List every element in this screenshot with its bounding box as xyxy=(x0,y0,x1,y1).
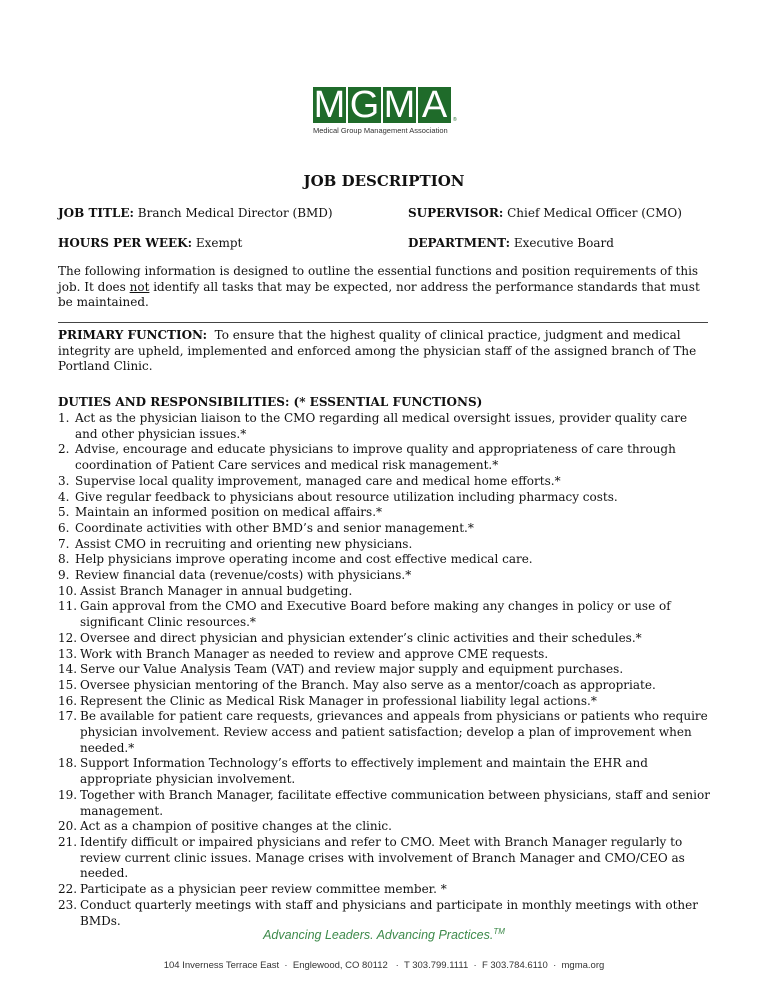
duty-text: Review financial data (revenue/costs) with physicians.* xyxy=(75,568,412,583)
tagline-text: Advancing Leaders. Advancing Practices. xyxy=(263,928,494,943)
duty-text: Gain approval from the CMO and Executive Board before making any changes in policy or use of significant Clinic resources.* xyxy=(80,599,671,630)
duty-item xyxy=(58,505,710,521)
duty-number: 10. xyxy=(58,583,78,598)
duty-number: 3. xyxy=(58,473,70,488)
duty-number: 8. xyxy=(58,552,70,567)
duty-text: Supervise local quality improvement, managed care and medical home efforts.* xyxy=(75,473,561,488)
logo-subtitle: Medical Group Management Association xyxy=(313,126,448,135)
field-value: Branch Medical Director (BMD) xyxy=(137,206,333,220)
duty-item xyxy=(58,521,710,537)
duty-item xyxy=(58,474,710,490)
field-value: Exempt xyxy=(195,236,243,250)
duty-item xyxy=(58,898,710,929)
primary-label: PRIMARY FUNCTION: xyxy=(58,328,208,342)
duty-text: Oversee physician mentoring of the Branch. May also serve as a mentor/coach as appropriate. xyxy=(80,677,656,692)
duty-number: 6. xyxy=(58,520,70,535)
duty-text: Give regular feedback to physicians about resource utilization including pharmacy costs. xyxy=(75,489,618,504)
duty-item xyxy=(58,882,710,898)
document-title: JOB DESCRIPTION xyxy=(303,172,465,190)
duty-text: Together with Branch Manager, facilitate effective communication between physicians, staff and senior management. xyxy=(80,787,710,818)
duty-number: 20. xyxy=(58,819,78,834)
duty-text: Support Information Technology’s efforts to effectively implement and maintain the EHR and appropriate physician involvement. xyxy=(80,756,648,787)
hours-field xyxy=(58,236,242,250)
supervisor-field xyxy=(408,206,682,220)
duty-item xyxy=(58,584,710,600)
duty-text: Work with Branch Manager as needed to review and approve CME requests. xyxy=(80,646,549,661)
duty-item xyxy=(58,819,710,835)
duty-item xyxy=(58,678,710,694)
duty-item xyxy=(58,631,710,647)
duty-text: Assist CMO in recruiting and orienting new physicians. xyxy=(75,536,413,551)
trademark: TM xyxy=(493,927,505,936)
duty-item xyxy=(58,411,710,442)
duty-number: 21. xyxy=(58,834,78,849)
primary-text: To ensure that the highest quality of clinical practice, judgment and medical integrity are upheld, implemented and enforced among the physician staff of the assigned branch of The Portland Clinic. xyxy=(58,328,701,374)
duty-number: 13. xyxy=(58,646,78,661)
duty-item xyxy=(58,568,710,584)
logo-letter: M xyxy=(313,84,346,126)
duty-text: Serve our Value Analysis Team (VAT) and review major supply and equipment purchases. xyxy=(80,662,624,677)
duty-number: 12. xyxy=(58,630,78,645)
logo-letter: M xyxy=(383,84,416,126)
duty-text: Represent the Clinic as Medical Risk Manager in professional liability legal actions.* xyxy=(80,693,597,708)
duty-text: Act as a champion of positive changes at the clinic. xyxy=(80,819,392,834)
duty-text: Identify difficult or impaired physicians and refer to CMO. Meet with Branch Manager regularly to review current clinic issues. Manage crises with involvement of Branch Manager and CMO/CEO as needed. xyxy=(80,834,685,881)
department-field xyxy=(408,236,614,250)
mgma-logo xyxy=(313,84,463,135)
field-value: Chief Medical Officer (CMO) xyxy=(507,206,682,220)
field-label: DEPARTMENT: xyxy=(408,236,511,250)
duty-text: Help physicians improve operating income and cost effective medical care. xyxy=(75,552,533,567)
duty-item xyxy=(58,788,710,819)
duty-number: 15. xyxy=(58,677,78,692)
footer-address: 104 Inverness Terrace East · Englewood, CO 80112 · T 303.799.1111 · F 303.784.6110 · mgma.org xyxy=(163,960,605,971)
duty-item xyxy=(58,599,710,630)
duty-text: Coordinate activities with other BMD’s and senior management.* xyxy=(75,520,474,535)
duties-list xyxy=(58,411,710,929)
duty-text: Assist Branch Manager in annual budgeting. xyxy=(80,583,353,598)
duties-heading: DUTIES AND RESPONSIBILITIES: (* ESSENTIAL FUNCTIONS) xyxy=(58,395,483,409)
intro-text: identify all tasks that may be expected, nor address the performance standards that must be maintained. xyxy=(58,279,700,310)
field-label: JOB TITLE: xyxy=(58,206,134,220)
duty-number: 16. xyxy=(58,693,78,708)
duty-number: 9. xyxy=(58,568,70,583)
duty-number: 22. xyxy=(58,882,78,897)
duty-item xyxy=(58,537,710,553)
duty-number: 2. xyxy=(58,442,70,457)
duty-number: 5. xyxy=(58,505,70,520)
field-label: SUPERVISOR: xyxy=(408,206,504,220)
registered-mark: ® xyxy=(453,117,457,123)
intro-text: The following information is designed to outline the essential functions and position requirements of this job. It does xyxy=(58,264,699,294)
duty-item xyxy=(58,647,710,663)
duty-item xyxy=(58,552,710,568)
intro-underlined: not xyxy=(129,279,150,294)
duty-text: Maintain an informed position on medical affairs.* xyxy=(75,505,383,520)
duty-number: 4. xyxy=(58,489,70,504)
duty-number: 11. xyxy=(58,599,78,614)
duty-item xyxy=(58,709,710,756)
duty-number: 7. xyxy=(58,536,70,551)
duty-item xyxy=(58,694,710,710)
duty-number: 18. xyxy=(58,756,78,771)
field-label: HOURS PER WEEK: xyxy=(58,236,193,250)
duty-text: Oversee and direct physician and physician extender’s clinic activities and their schedules.* xyxy=(80,630,642,645)
duty-text: Act as the physician liaison to the CMO regarding all medical oversight issues, provider quality care and other physician issues.* xyxy=(75,411,688,441)
divider xyxy=(58,322,708,323)
duty-number: 1. xyxy=(58,411,70,425)
footer-tagline xyxy=(0,927,768,942)
duty-item xyxy=(58,662,710,678)
duty-item xyxy=(58,490,710,506)
duty-item xyxy=(58,835,710,882)
primary-function xyxy=(58,328,710,375)
logo-letter: G xyxy=(349,84,380,126)
job-title-field xyxy=(58,206,333,220)
duty-number: 17. xyxy=(58,709,78,724)
logo-letter: A xyxy=(418,87,451,123)
duty-text: Advise, encourage and educate physicians to improve quality and appropriateness of care through coordination of Patient Care services and medical risk management.* xyxy=(75,442,676,473)
duty-number: 14. xyxy=(58,662,78,677)
duty-text: Conduct quarterly meetings with staff and physicians and participate in monthly meetings with other BMDs. xyxy=(80,897,698,928)
field-value: Executive Board xyxy=(513,236,614,250)
duty-number: 19. xyxy=(58,787,78,802)
duty-text: Be available for patient care requests, grievances and appeals from physicians or patients who require physician involvement. Review access and patient satisfaction; develop a plan of improvement when needed.* xyxy=(80,709,708,755)
duty-item xyxy=(58,442,710,473)
duty-item xyxy=(58,756,710,787)
duty-number: 23. xyxy=(58,897,78,912)
duty-text: Participate as a physician peer review committee member. * xyxy=(80,882,447,897)
intro-paragraph xyxy=(58,264,710,311)
